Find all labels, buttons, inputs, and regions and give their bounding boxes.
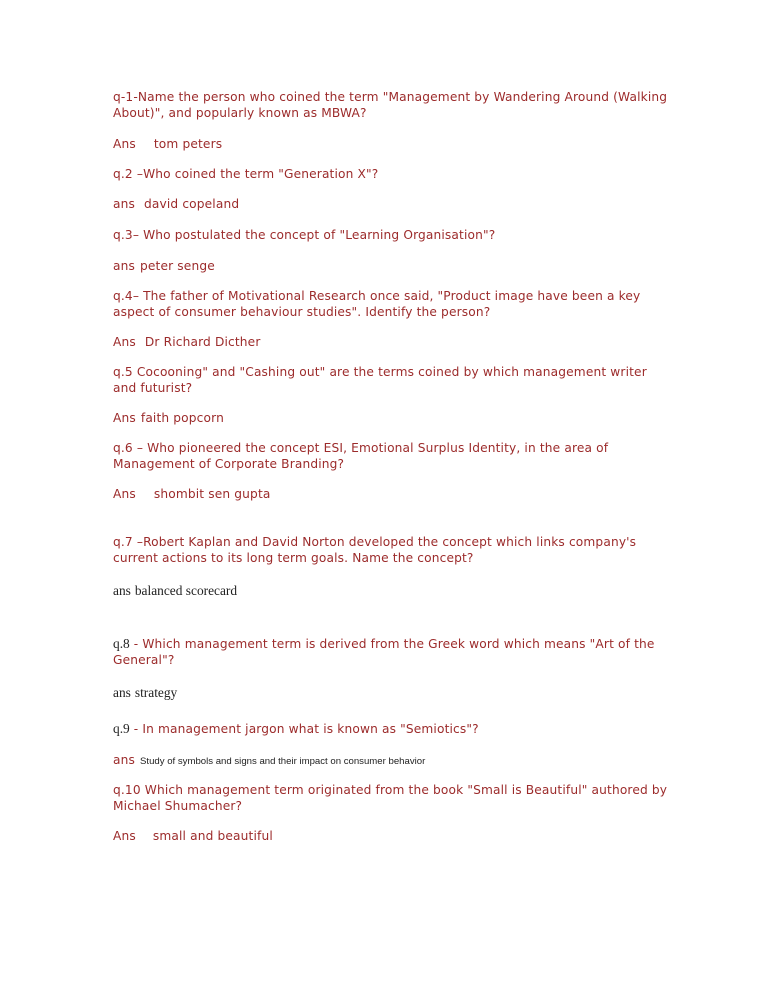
answer-7-text: balanced scorecard bbox=[134, 583, 238, 598]
answer-1-text: tom peters bbox=[153, 137, 223, 151]
answer-10-text: small and beautiful bbox=[152, 829, 273, 843]
question-1: q-1-Name the person who coined the term "Management by Wandering Around (Walking About)", and popularly known as MBWA? bbox=[113, 90, 672, 120]
answer-8-prefix: ans bbox=[113, 685, 131, 700]
answer-10-prefix: Ans bbox=[113, 829, 136, 843]
answer-2-text: david copeland bbox=[144, 197, 240, 211]
answer-9-text: Study of symbols and signs and their impact on consumer behavior bbox=[140, 756, 426, 767]
answer-5 bbox=[113, 411, 673, 427]
answer-4-prefix: Ans bbox=[113, 335, 136, 349]
answer-7 bbox=[113, 583, 673, 599]
question-8 bbox=[113, 636, 673, 668]
answer-2 bbox=[113, 197, 673, 213]
answer-3-prefix: ans bbox=[113, 259, 135, 273]
answer-10 bbox=[113, 829, 673, 845]
answer-8 bbox=[113, 685, 673, 701]
question-8-text: - Which management term is derived from the Greek word which means "Art of the General"? bbox=[113, 637, 659, 667]
answer-4-text: Dr Richard Dicther bbox=[144, 335, 261, 349]
question-2: q.2 –Who coined the term "Generation X"? bbox=[113, 167, 379, 181]
answer-3-text: peter senge bbox=[140, 259, 215, 273]
answer-8-text: strategy bbox=[134, 685, 178, 700]
question-9 bbox=[113, 721, 673, 738]
answer-6 bbox=[113, 487, 673, 503]
answer-5-prefix: Ans bbox=[113, 411, 136, 425]
answer-7-prefix: ans bbox=[113, 583, 131, 598]
question-9-prefix: q.9 bbox=[113, 721, 130, 736]
answer-5-text: faith popcorn bbox=[140, 411, 224, 425]
answer-2-prefix: ans bbox=[113, 197, 135, 211]
answer-1 bbox=[113, 137, 673, 153]
question-8-prefix: q.8 bbox=[113, 636, 130, 651]
question-4: q.4– The father of Motivational Research once said, "Product image have been a key aspect of consumer behaviour studies". Identify the person? bbox=[113, 289, 645, 319]
answer-9 bbox=[113, 753, 673, 770]
question-10: q.10 Which management term originated from the book "Small is Beautiful" authored by Michael Shumacher? bbox=[113, 783, 672, 813]
answer-3 bbox=[113, 259, 673, 275]
answer-1-prefix: Ans bbox=[113, 137, 136, 151]
question-9-text: - In management jargon what is known as "Semiotics"? bbox=[129, 722, 479, 736]
answer-6-prefix: Ans bbox=[113, 487, 136, 501]
question-5: q.5 Cocooning" and "Cashing out" are the terms coined by which management writer and futurist? bbox=[113, 365, 651, 395]
answer-6-text: shombit sen gupta bbox=[153, 487, 271, 501]
question-6: q.6 – Who pioneered the concept ESI, Emotional Surplus Identity, in the area of Management of Corporate Branding? bbox=[113, 441, 613, 471]
answer-4 bbox=[113, 335, 673, 351]
answer-9-prefix: ans bbox=[113, 753, 135, 767]
question-7: q.7 –Robert Kaplan and David Norton developed the concept which links company's current actions to its long term goals. Name the concept? bbox=[113, 535, 641, 565]
question-3: q.3– Who postulated the concept of "Learning Organisation"? bbox=[113, 228, 496, 242]
